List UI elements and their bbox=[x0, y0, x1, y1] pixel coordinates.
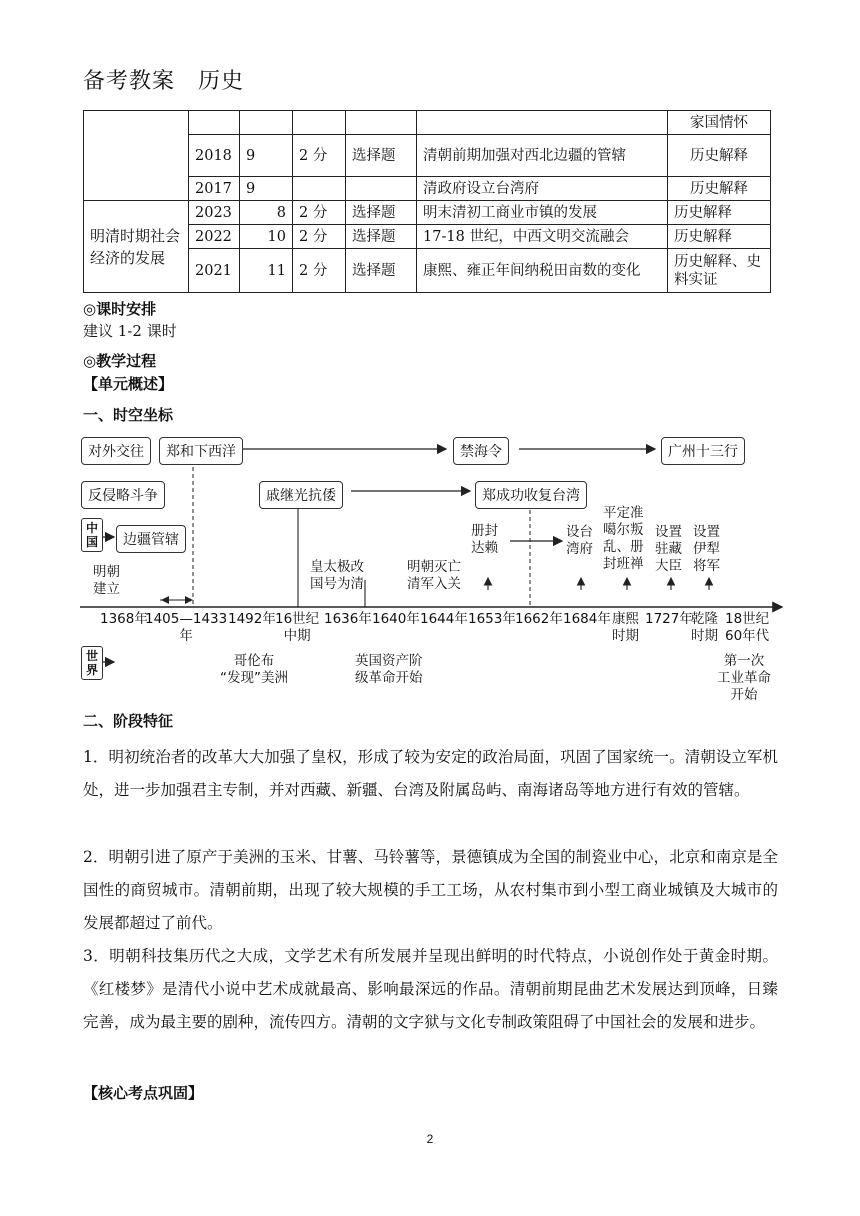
tl-tick: 1636年 bbox=[324, 611, 372, 627]
china-label: 中国 bbox=[81, 518, 103, 552]
tl-box-zhenghe: 郑和下西洋 bbox=[159, 437, 243, 465]
tl-event-zhuzang: 设置 驻藏 大臣 bbox=[655, 524, 682, 574]
tl-tick: 1368年 bbox=[100, 611, 148, 627]
table-cell: 明清时期社会经济的发展 bbox=[84, 201, 189, 293]
tl-event-taiwanfu: 设台 湾府 bbox=[566, 524, 593, 557]
table-cell: 11 bbox=[240, 249, 293, 293]
table-cell: 2021 bbox=[189, 249, 240, 293]
tl-tick: 1492年 bbox=[228, 611, 276, 627]
tl-tick: 乾隆 时期 bbox=[691, 611, 718, 644]
tl-box-foreign: 对外交往 bbox=[81, 437, 151, 465]
table-cell: 康熙、雍正年间纳税田亩数的变化 bbox=[417, 249, 668, 293]
table-cell: 2018 bbox=[189, 135, 240, 177]
tl-tick: 1644年 bbox=[420, 611, 468, 627]
tl-tick: 1653年 bbox=[468, 611, 516, 627]
table-cell: 历史解释 bbox=[668, 135, 771, 177]
schedule-text: 建议 1-2 课时 bbox=[83, 322, 177, 340]
table-cell: 2 分 bbox=[293, 201, 346, 225]
tl-event-mingend: 明朝灭亡 清军入关 bbox=[407, 559, 461, 592]
table-cell: 选择题 bbox=[346, 201, 417, 225]
core-heading: 【核心考点巩固】 bbox=[83, 1084, 204, 1102]
table-cell: 2023 bbox=[189, 201, 240, 225]
feature-paragraph-1: 1．明初统治者的改革大大加强了皇权，形成了较为安定的政治局面，巩固了国家统一。清朝设立军机处，进一步加强君主专制，并对西藏、新疆、台湾及附属岛屿、南海诸岛等地方进行有效的管辖。 bbox=[83, 748, 778, 799]
tl-box-zheng: 郑成功收复台湾 bbox=[475, 481, 587, 509]
tl-box-haijin: 禁海令 bbox=[453, 437, 509, 465]
table-cell: 9 bbox=[240, 135, 293, 177]
table-cell: 历史解释、史料实证 bbox=[668, 249, 771, 293]
table-cell: 17-18 世纪，中西文明交流融会 bbox=[417, 225, 668, 249]
feature-paragraph-2: 2．明朝引进了原产于美洲的玉米、甘薯、马铃薯等，景德镇成为全国的制瓷业中心，北京和南京是全国性的商贸城市。清朝前期，出现了较大规模的手工工场，从农村集市到小型工商业城镇及大城市的发展都超过了前代。 bbox=[83, 848, 778, 932]
table-cell: 选择题 bbox=[346, 225, 417, 249]
tl-box-qi: 戚继光抗倭 bbox=[259, 481, 343, 509]
section1-heading: 一、时空坐标 bbox=[83, 406, 174, 424]
tl-world-english: 英国资产阶 级革命开始 bbox=[355, 653, 423, 686]
tl-tick: 1684年 bbox=[563, 611, 611, 627]
tl-tick: 16世纪 中期 bbox=[275, 611, 320, 644]
unit-overview-heading: 【单元概述】 bbox=[83, 375, 174, 393]
table-cell: 选择题 bbox=[346, 135, 417, 177]
tl-tick: 1727年 bbox=[645, 611, 693, 627]
tl-event-ming: 明朝 建立 bbox=[93, 564, 120, 597]
tl-box-border: 边疆管辖 bbox=[116, 525, 186, 553]
tl-box-anti: 反侵略斗争 bbox=[81, 481, 165, 509]
table-cell: 选择题 bbox=[346, 249, 417, 293]
table-cell: 清政府设立台湾府 bbox=[417, 177, 668, 201]
table-cell: 2 分 bbox=[293, 135, 346, 177]
table-cell: 10 bbox=[240, 225, 293, 249]
page-number: 2 bbox=[426, 1132, 434, 1146]
table-cell: 历史解释 bbox=[668, 225, 771, 249]
table-cell: 9 bbox=[240, 177, 293, 201]
table-cell: 2 分 bbox=[293, 249, 346, 293]
world-label: 世界 bbox=[81, 646, 103, 680]
tl-event-yili: 设置 伊犁 将军 bbox=[693, 524, 720, 574]
tl-world-industrial: 第一次 工业革命 开始 bbox=[717, 653, 771, 703]
page-title: 备考教案 历史 bbox=[83, 69, 245, 94]
table-cell: 家国情怀 bbox=[668, 111, 771, 135]
tl-event-cefeng: 册封 达赖 bbox=[471, 523, 498, 556]
table-cell: 历史解释 bbox=[668, 177, 771, 201]
schedule-heading: ◎课时安排 bbox=[83, 300, 157, 318]
tl-tick: 1405—1433 年 bbox=[145, 611, 228, 644]
features-heading: 二、阶段特征 bbox=[83, 712, 174, 730]
tl-tick: 1662年 bbox=[515, 611, 563, 627]
table-cell: 历史解释 bbox=[668, 201, 771, 225]
table-cell: 2022 bbox=[189, 225, 240, 249]
tl-tick: 18世纪 60年代 bbox=[725, 611, 770, 644]
process-heading: ◎教学过程 bbox=[83, 352, 157, 370]
table-cell: 清朝前期加强对西北边疆的管辖 bbox=[417, 135, 668, 177]
tl-event-pingding: 平定准 噶尔叛 乱、册 封班禅 bbox=[603, 505, 644, 572]
table-cell: 8 bbox=[240, 201, 293, 225]
tl-tick: 康熙 时期 bbox=[612, 611, 639, 644]
table-cell: 2 分 bbox=[293, 225, 346, 249]
table-cell: 2017 bbox=[189, 177, 240, 201]
tl-box-guangzhou: 广州十三行 bbox=[661, 437, 745, 465]
tl-event-huang: 皇太极改 国号为清 bbox=[310, 559, 364, 592]
tl-tick: 1640年 bbox=[372, 611, 420, 627]
feature-paragraph-3: 3．明朝科技集历代之大成，文学艺术有所发展并呈现出鲜明的时代特点，小说创作处于黄金时期。《红楼梦》是清代小说中艺术成就最高、影响最深远的作品。清朝前期昆曲艺术发展达到顶峰，日臻完善，成为最主要的剧种，流传四方。清朝的文字狱与文化专制政策阻碍了中国社会的发展和进步。 bbox=[83, 947, 778, 1031]
table-cell: 明末清初工商业市镇的发展 bbox=[417, 201, 668, 225]
tl-world-columbus: 哥伦布 “发现”美洲 bbox=[220, 653, 288, 686]
